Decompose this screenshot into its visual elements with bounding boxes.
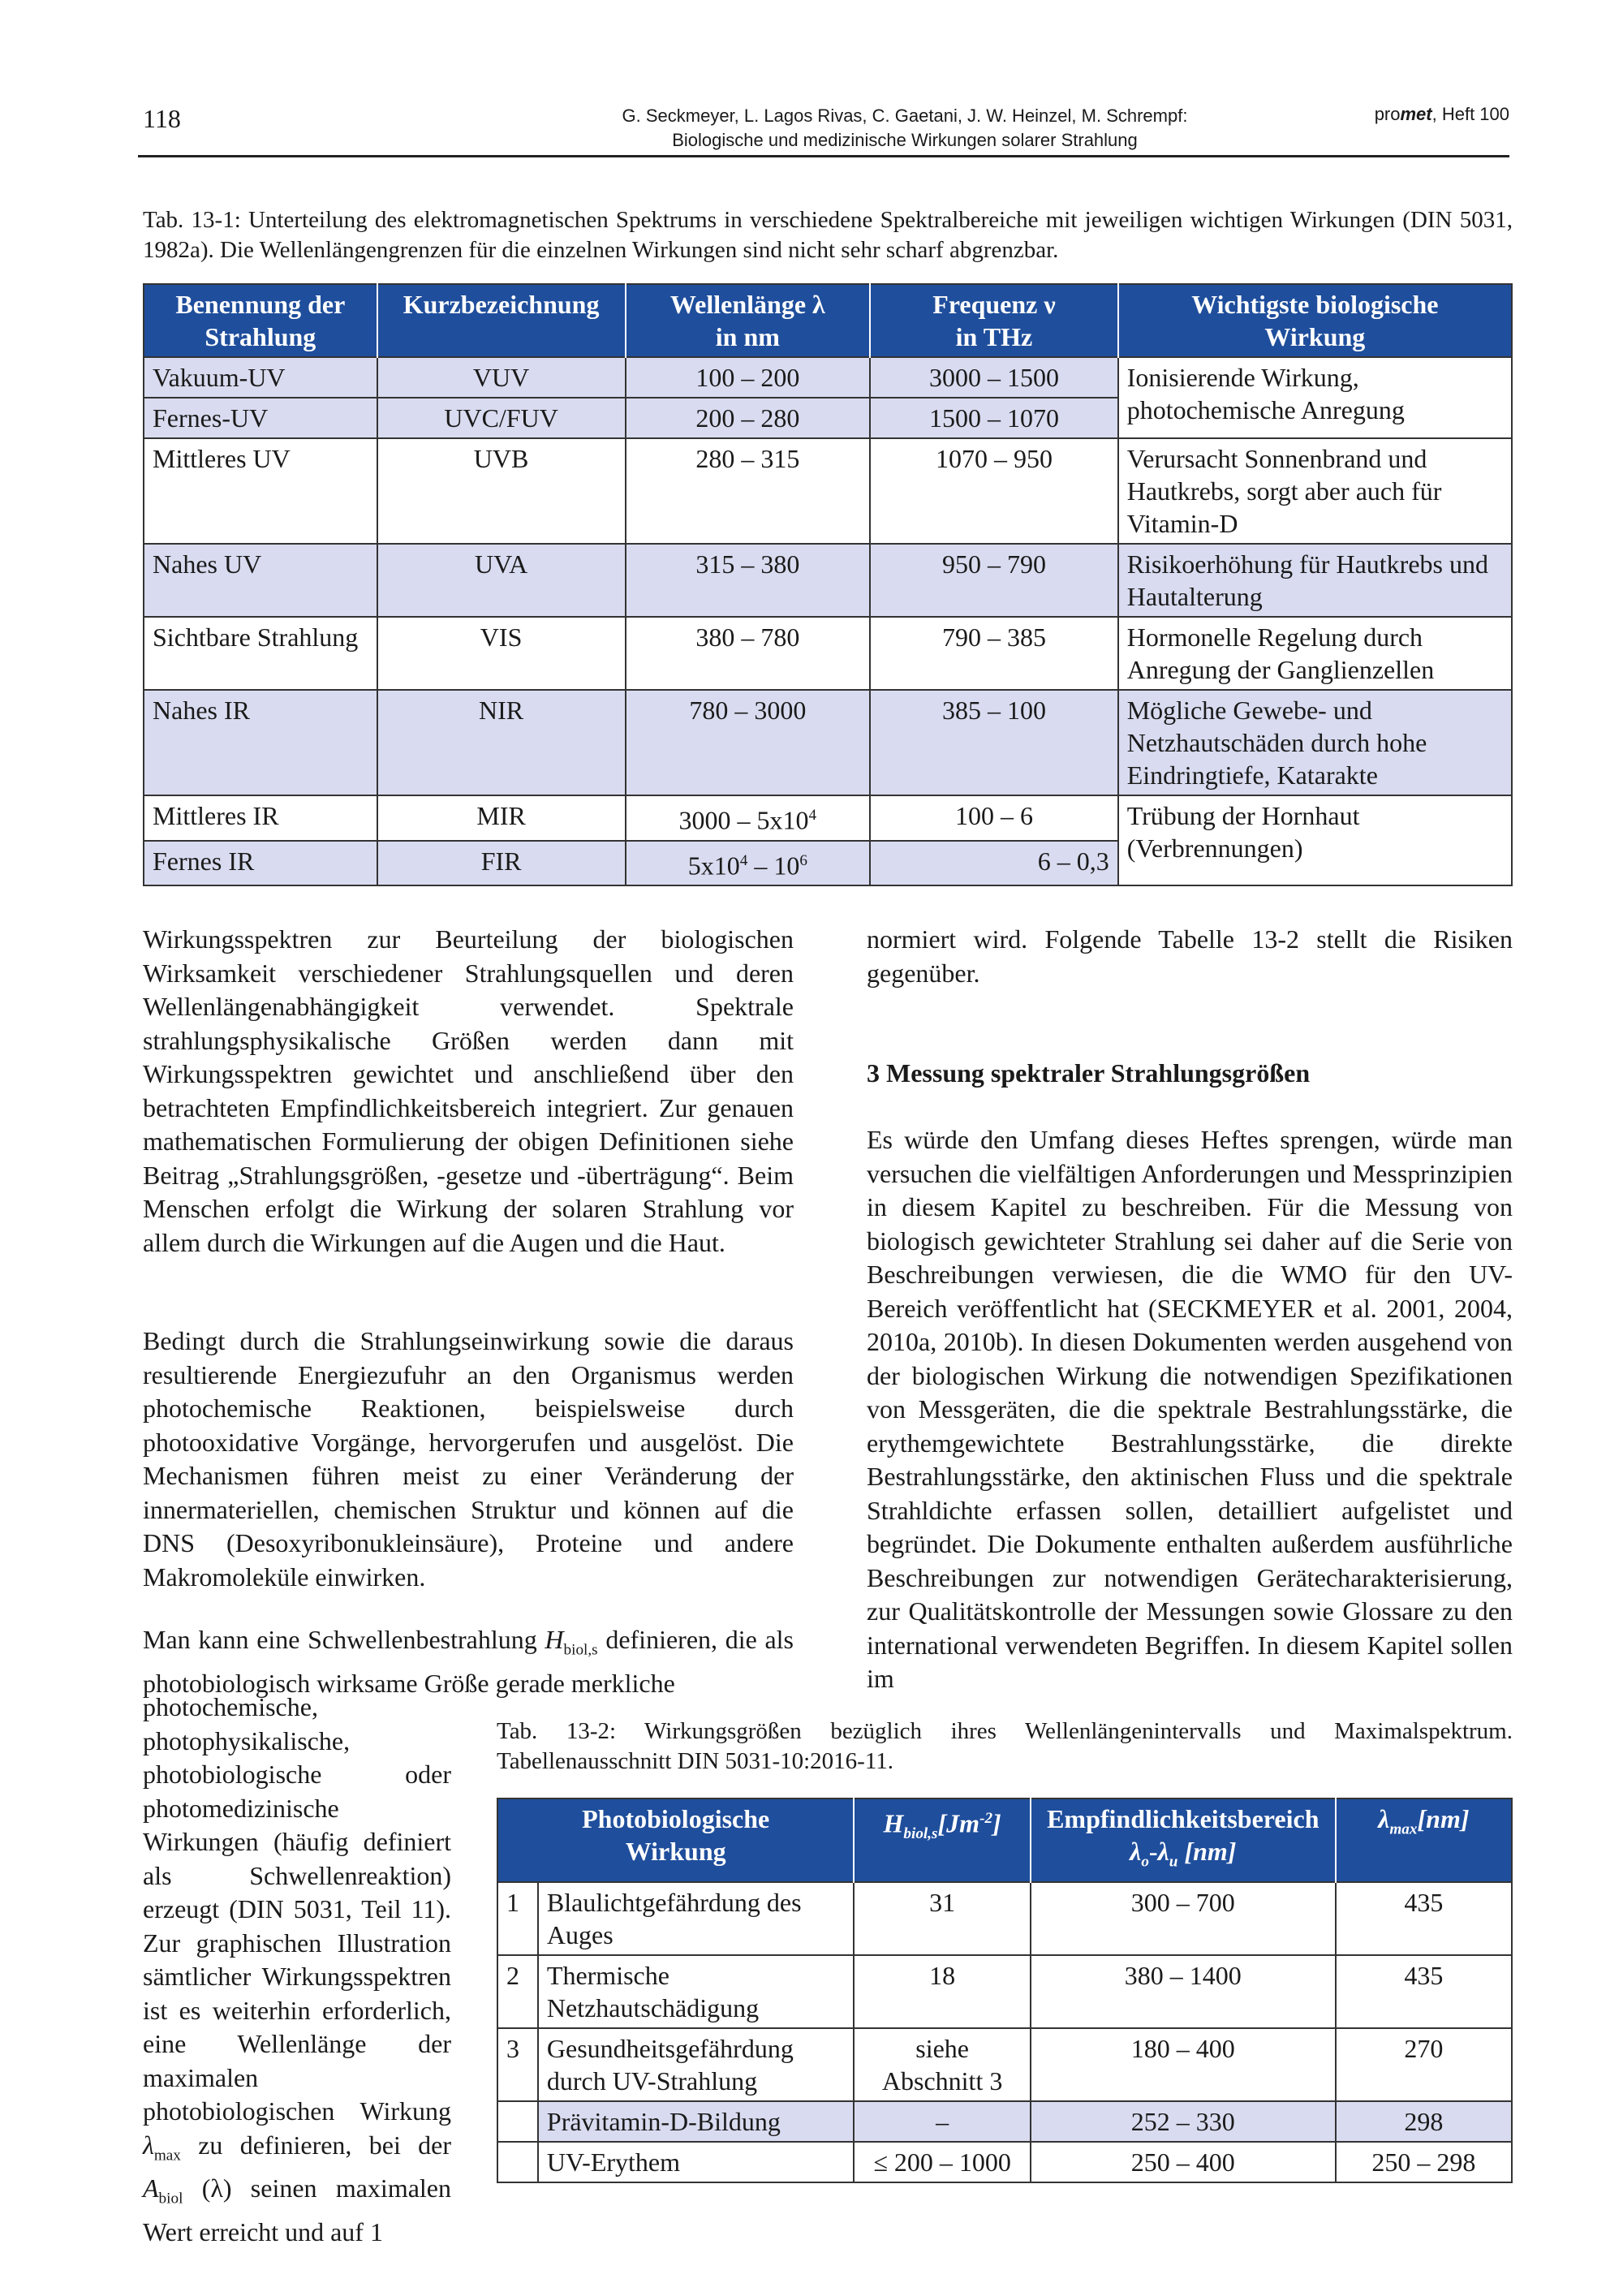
section-heading: 3 Messung spektraler Strahlungsgrößen (867, 1058, 1311, 1088)
cell-num: 2 (497, 1955, 538, 2028)
cell-h: ≤ 200 – 1000 (854, 2142, 1031, 2182)
th-threshold: $H_{biol,s}[Jm^{-2}]$ (854, 1798, 1031, 1882)
cell-max: 270 (1336, 2028, 1512, 2101)
cell-wave: $5x10^4 - 10^6$ (626, 841, 871, 886)
th-wavelength: Wellenlänge λ in nm (626, 284, 871, 357)
cell-wave: 380 – 780 (626, 617, 871, 690)
cell-effect: Blaulichtgefährdung des Auges (538, 1882, 854, 1955)
page-number: 118 (143, 104, 181, 133)
table-row (144, 357, 1512, 398)
table-spectral-ranges (143, 283, 1513, 886)
left-para-2: Bedingt durch die Strahlungseinwirkung sowie die daraus resultierende Energiezufuhr an den Organismus werden photochemische Reaktionen, beispielsweise durch photooxidative Vorgänge, hervorgerufen und ausgelöst. Die Mechanismen führen meist zu einer Veränderung der innermateriellen, chemischen Struktur und können auf die DNS (Desoxyribonukleinsäure), Proteine und andere Makromoleküle einwirken. (143, 1326, 794, 1592)
journal-brand: met (1400, 104, 1432, 124)
journal-issue: , Heft 100 (1431, 104, 1509, 124)
cell-name: Fernes IR (144, 841, 377, 886)
cell-abbr: FIR (377, 841, 626, 886)
cell-effect: Verursacht Sonnenbrand und Hautkrebs, sorgt aber auch für Vitamin-D (1118, 438, 1512, 544)
cell-max: 250 – 298 (1336, 2142, 1512, 2182)
cell-num: 1 (497, 1882, 538, 1955)
left-para-3-intro: Man kann eine Schwellenbestrahlung $H_{biol,s}$ definieren, die als photobiologisch wirksame Größe gerade merkliche (143, 1625, 794, 1698)
cell-effect: Trübung der Hornhaut (Verbrennungen) (1118, 795, 1512, 885)
cell-freq: 950 – 790 (870, 544, 1118, 617)
table2-caption: Tab. 13-2: Wirkungsgrößen bezüglich ihres Wellenlängenintervalls und Maximalspektrum. Tabellenausschnitt DIN 5031-10:2016-11. (497, 1718, 1513, 1774)
cell-name: Fernes-UV (144, 398, 377, 438)
cell-wave: 280 – 315 (626, 438, 871, 544)
cell-max: 435 (1336, 1882, 1512, 1955)
cell-max: 298 (1336, 2101, 1512, 2142)
table1-header-row (144, 284, 1512, 357)
cell-freq: 385 – 100 (870, 690, 1118, 795)
cell-freq: 6 – 0,3 (870, 841, 1118, 886)
right-para-1: normiert wird. Folgende Tabelle 13-2 stellt die Risiken gegenüber. (867, 924, 1513, 988)
cell-freq: 100 – 6 (870, 795, 1118, 841)
right-para-2: Es würde den Umfang dieses Heftes sprengen, würde man versuchen die vielfältigen Anforderungen und Messprinzipien in diesem Kapitel zu beschreiben. Für die Messung von biologisch gewichteter Strahlung sei daher auf die Serie von Beschreibungen verwiesen, die die WMO für den UV-Bereich veröffentlicht hat (SECKMEYER et al. 2001, 2004, 2010a, 2010b). In diesen Dokumenten werden ausgehend von der biologischen Wirkung die notwendigen Spezifikationen von Messgeräten, die die spektrale Bestrahlungsstärke, die erythemgewichtete Bestrahlungsstärke, die direkte Bestrahlungsstärke, den aktinischen Fluss und die spektrale Strahldichte erfassen sollen, detailliert aufgelistet und begründet. Die Dokumente enthalten außerdem ausführliche Beschreibungen zur notwendigen Gerätecharakterisierung, zur Qualitätskontrolle der Messungen sowie Glossare zu den international verwendeten Begriffen. In diesem Kapitel sollen im (867, 1125, 1513, 1693)
cell-abbr: NIR (377, 690, 626, 795)
cell-h: – (854, 2101, 1031, 2142)
cell-effect: Ionisierende Wirkung, photochemische Anregung (1118, 357, 1512, 438)
cell-effect: UV-Erythem (538, 2142, 854, 2182)
left-para-1: Wirkungsspektren zur Beurteilung der biologischen Wirksamkeit verschiedener Strahlungsquellen und deren Wellenlängenabhängigkeit verwendet. Spektrale strahlungsphysikalische Größen werden dann mit Wirkungsspektren gewichtet und anschließend über den betrachteten Empfindlichkeitsbereich integriert. Zur genauen mathematischen Formulierung der obigen Definitionen siehe Beitrag „Strahlungsgrößen, -gesetze und -überträgung“. Beim Menschen erfolgt die Wirkung der solaren Strahlung vor allem durch die Wirkungen auf die Augen und die Haut. (143, 924, 794, 1257)
cell-num (497, 2101, 538, 2142)
cell-effect: Hormonelle Regelung durch Anregung der Ganglienzellen (1118, 617, 1512, 690)
cell-abbr: VIS (377, 617, 626, 690)
cell-effect: Risikoerhöhung für Hautkrebs und Hautalterung (1118, 544, 1512, 617)
cell-wave: 780 – 3000 (626, 690, 871, 795)
cell-name: Nahes UV (144, 544, 377, 617)
table-row (497, 2028, 1512, 2101)
cell-abbr: UVA (377, 544, 626, 617)
table2-header-row (497, 1798, 1512, 1882)
cell-num: 3 (497, 2028, 538, 2101)
th-effect: Wichtigste biologische Wirkung (1118, 284, 1512, 357)
th-range: Empfindlichkeitsbereich $\lambda_o-\lambda_u$ [nm] (1031, 1798, 1336, 1882)
table-row (497, 1882, 1512, 1955)
table1-caption: Tab. 13-1: Unterteilung des elektromagnetischen Spektrums in verschiedene Spektralbereiche mit jeweiligen wichtigen Wirkungen (DIN 5031, 1982a). Die Wellenlängengrenzen für die einzelnen Wirkungen sind nicht sehr scharf abgrenzbar. (143, 207, 1513, 263)
cell-abbr: VUV (377, 357, 626, 398)
cell-name: Nahes IR (144, 690, 377, 795)
table-row (497, 2142, 1512, 2182)
table-photobiological-effects (497, 1798, 1513, 2183)
header-title: Biologische und medizinische Wirkungen solarer Strahlung (672, 130, 1138, 150)
cell-wave: $3000 - 5x10^4$ (626, 795, 871, 841)
running-header (454, 104, 1355, 153)
cell-name: Mittleres IR (144, 795, 377, 841)
th-lambda-max: $\lambda_{max}[nm]$ (1336, 1798, 1512, 1882)
cell-effect: Mögliche Gewebe- und Netzhautschäden durch hohe Eindringtiefe, Katarakte (1118, 690, 1512, 795)
table-row (144, 617, 1512, 690)
cell-wave: 200 – 280 (626, 398, 871, 438)
th-name: Benennung der Strahlung (144, 284, 377, 357)
cell-abbr: UVC/FUV (377, 398, 626, 438)
cell-freq: 1070 – 950 (870, 438, 1118, 544)
cell-range: 380 – 1400 (1031, 1955, 1336, 2028)
cell-freq: 790 – 385 (870, 617, 1118, 690)
cell-wave: 315 – 380 (626, 544, 871, 617)
cell-range: 180 – 400 (1031, 2028, 1336, 2101)
cell-freq: 3000 – 1500 (870, 357, 1118, 398)
cell-abbr: UVB (377, 438, 626, 544)
table-row (144, 690, 1512, 795)
journal-prefix: pro (1374, 104, 1401, 124)
table-row (497, 1955, 1512, 2028)
cell-range: 300 – 700 (1031, 1882, 1336, 1955)
table-row (497, 2101, 1512, 2142)
cell-max: 435 (1336, 1955, 1512, 2028)
cell-range: 252 – 330 (1031, 2101, 1336, 2142)
cell-range: 250 – 400 (1031, 2142, 1336, 2182)
table-row (144, 795, 1512, 841)
cell-effect: Gesundheitsgefährdung durch UV-Strahlung (538, 2028, 854, 2101)
cell-freq: 1500 – 1070 (870, 398, 1118, 438)
cell-h: 18 (854, 1955, 1031, 2028)
cell-effect: Thermische Netzhautschädigung (538, 1955, 854, 2028)
cell-effect: Prävitamin-D-Bildung (538, 2101, 854, 2142)
left-para-3-wrap: photochemische, photophysikalische, photobiologische oder photomedizinische Wirkungen (häufig definiert als Schwellenreaktion) erzeugt (DIN 5031, Teil 11). Zur graphischen Illustration sämtlicher Wirkungsspektren ist es weiterhin erforderlich, eine Wellenlänge der maximalen photobiologischen Wirkung $\lambda_{max}$ zu definieren, bei der $A_{biol}$ (λ) seinen maximalen Wert erreicht und auf 1 (143, 1692, 451, 2247)
journal-label (1298, 104, 1509, 125)
cell-h: 31 (854, 1882, 1031, 1955)
cell-name: Mittleres UV (144, 438, 377, 544)
cell-name: Vakuum-UV (144, 357, 377, 398)
cell-wave: 100 – 200 (626, 357, 871, 398)
header-authors: G. Seckmeyer, L. Lagos Rivas, C. Gaetani, J. W. Heinzel, M. Schrempf: (622, 106, 1188, 126)
th-abbr: Kurzbezeichnung (377, 284, 626, 357)
table-row (144, 544, 1512, 617)
cell-num (497, 2142, 538, 2182)
cell-abbr: MIR (377, 795, 626, 841)
th-effect: Photobiologische Wirkung (497, 1798, 854, 1882)
th-frequency: Frequenz ν in THz (870, 284, 1118, 357)
table-row (144, 438, 1512, 544)
cell-h: siehe Abschnitt 3 (854, 2028, 1031, 2101)
cell-name: Sichtbare Strahlung (144, 617, 377, 690)
header-rule (138, 155, 1509, 157)
